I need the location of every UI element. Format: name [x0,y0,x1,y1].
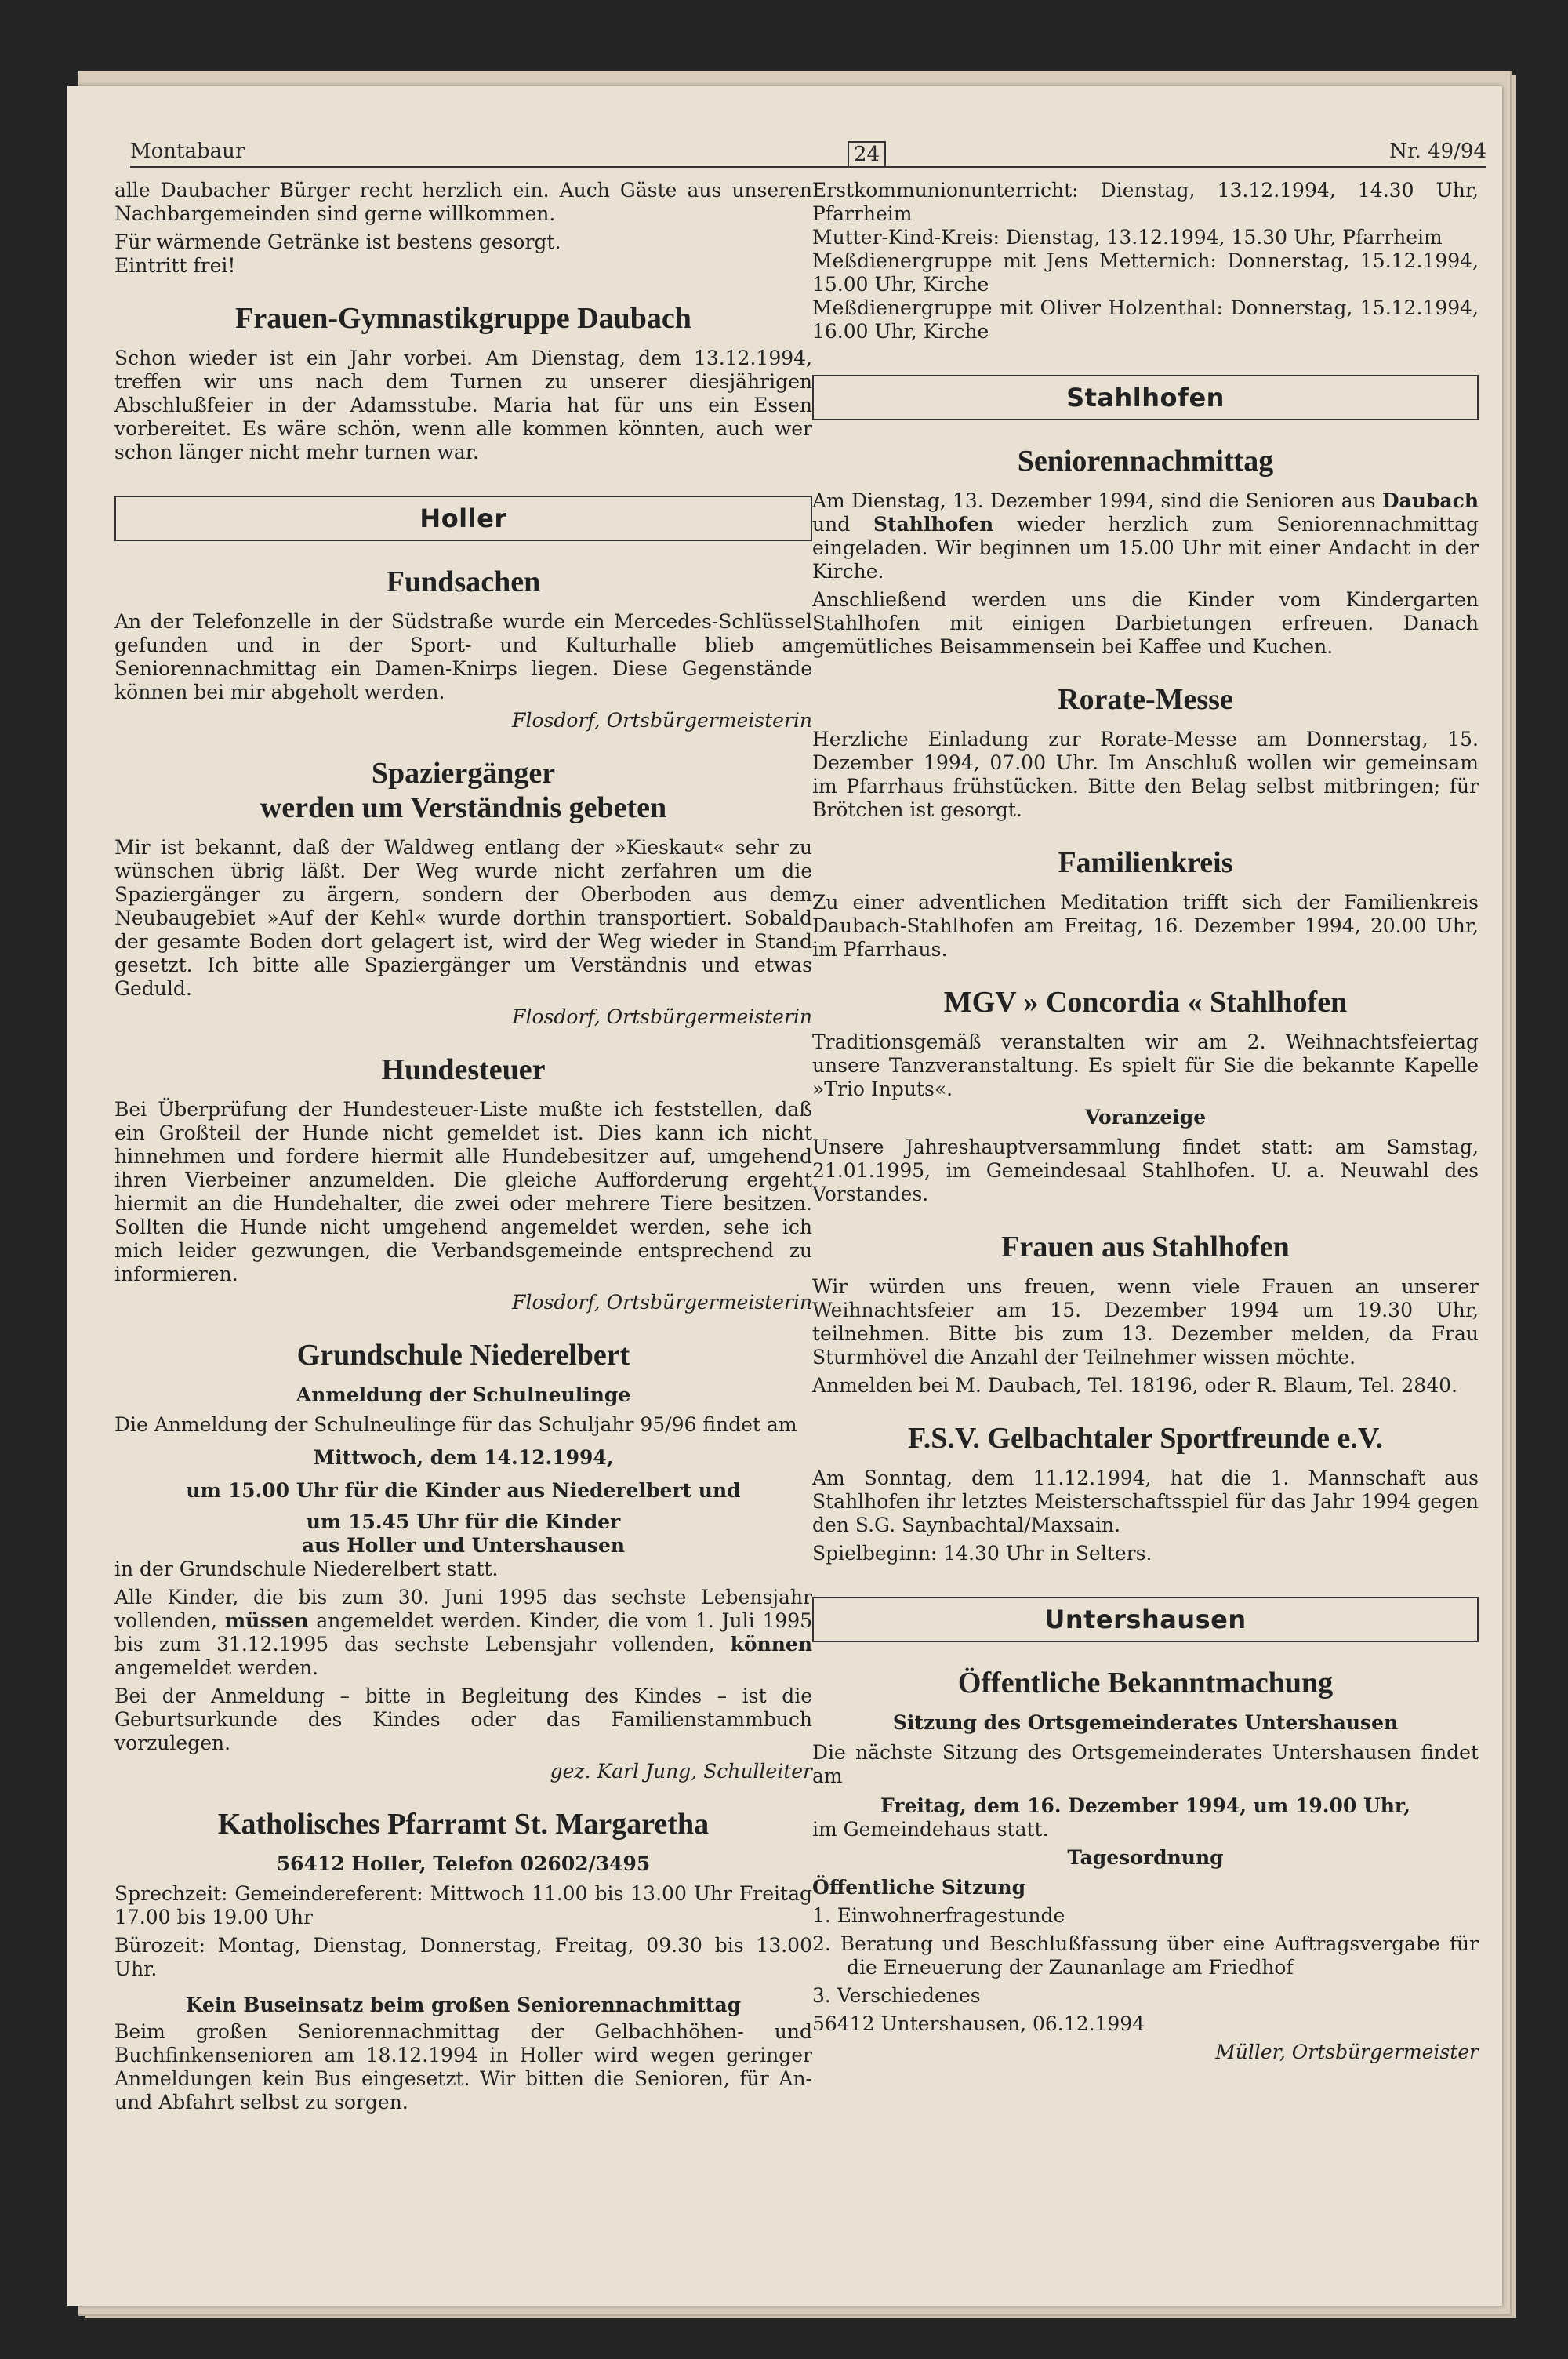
article-title: Familienkreis [1058,846,1233,879]
newspaper-page [67,86,1502,2306]
paragraph: 56412 Untershausen, 06.12.1994 [812,2012,1145,2035]
emphasis: Stahlhofen [873,513,994,536]
article-title: Spaziergänger [371,757,556,790]
text-run: Am Dienstag, 13. Dezember 1994, sind die Senioren aus [812,489,1376,512]
text-run: wieder herzlich zum Seniorennachmittag eingeladen. Wir beginnen um 15.00 Uhr mit einer Andacht in der Kirche. [812,513,1479,583]
article-title: F.S.V. Gelbachtaler Sportfreunde e.V. [908,1422,1383,1455]
agenda-list [812,1904,1479,2008]
article-title: Frauen aus Stahlhofen [1001,1230,1290,1263]
signature: gez. Karl Jung, Schulleiter [550,1760,812,1783]
paragraph: Für wärmende Getränke ist bestens gesorgt. [114,231,561,253]
issue-number: Nr. 49/94 [1389,140,1486,163]
paragraph: im Gemeindehaus statt. [812,1818,1049,1841]
paragraph: Bürozeit: Montag, Dienstag, Donnerstag, Freitag, 09.30 bis 13.00 Uhr. [114,1934,812,1980]
paragraph: Schon wieder ist ein Jahr vorbei. Am Dienstag, dem 13.12.1994, treffen wir uns nach dem Turnen zu unserer diesjährigen Abschlußfeier in der Adamsstube. Maria hat für uns ein Essen vorbereitet. Es wäre schön, wenn alle kommen könnten, auch wer schon länger nicht mehr turnen war. [114,347,812,463]
article-subtitle: Voranzeige [1084,1106,1207,1129]
text-run: angemeldet werden. [114,1656,319,1679]
signature: Flosdorf, Ortsbürgermeisterin [512,1005,812,1028]
emphasis: Daubach [1381,489,1479,512]
paragraph: An der Telefonzelle in der Südstraße wurde ein Mercedes-Schlüssel gefunden und in der Sport- und Kulturhalle blieb am Seniorennachmittag ein Damen-Knirps liegen. Diese Gegenstände können bei mir abgeholt werden. [114,610,812,703]
article-title: MGV » Concordia « Stahlhofen [943,986,1348,1019]
section-box-stahlhofen: Stahlhofen [812,375,1479,420]
signature: Müller, Ortsbürgermeister [1215,2041,1479,2063]
paragraph: Mutter-Kind-Kreis: Dienstag, 13.12.1994, 15.30 Uhr, Pfarrheim [812,226,1443,249]
signature: Flosdorf, Ortsbürgermeisterin [512,709,812,732]
article-title: werden um Verständnis gebeten [260,791,667,824]
paragraph: Mir ist bekannt, daß der Waldweg entlang der »Kieskaut« sehr zu wünschen übrig läßt. Der Weg wurde nicht zerfahren um die Spaziergänger zu ärgern, sondern der Oberboden aus dem Neubaugebiet »Auf der Kehl« wurde dorthin transportiert. Sobald der gesamte Boden dort gelagert ist, wird der Weg wieder in Stand gesetzt. Ich bitte alle Spaziergänger um Verständnis und etwas Geduld. [114,836,812,1000]
article-subtitle: Anmeldung der Schulneulinge [296,1383,631,1406]
article-subtitle: Kein Buseinsatz beim großen Seniorennachmittag [185,1994,742,2016]
paragraph: Eintritt frei! [114,254,236,277]
paragraph: Zu einer adventlichen Meditation trifft sich der Familienkreis Daubach-Stahlhofen am Freitag, 16. Dezember 1994, 20.00 Uhr, im Pfarrhaus. [812,891,1479,961]
paragraph: Anmelden bei M. Daubach, Tel. 18196, oder R. Blaum, Tel. 2840. [812,1374,1457,1397]
date-line: Freitag, dem 16. Dezember 1994, um 19.00 Uhr, [880,1794,1410,1817]
article-subtitle: Tagesordnung [1067,1846,1224,1869]
time-line: um 15.00 Uhr für die Kinder aus Niederelbert und [186,1479,741,1502]
header-town: Montabaur [130,140,245,163]
article-title: Fundsachen [386,565,541,598]
article-title: Hundesteuer [381,1053,546,1086]
emphasis: müssen [224,1609,309,1632]
list-item: 2. Beratung und Beschlußfassung über eine Auftragsvergabe für die Erneuerung der Zaunanlage am Friedhof [812,1932,1479,1979]
agenda-heading: Öffentliche Sitzung [812,1876,1026,1899]
article-title: Katholisches Pfarramt St. Margaretha [217,1808,710,1841]
paragraph: Die Anmeldung der Schulneulinge für das Schuljahr 95/96 findet am [114,1413,797,1436]
paragraph: Die nächste Sitzung des Ortsgemeinderates Untershausen findet am [812,1741,1479,1787]
emphasis: können [730,1633,812,1656]
paragraph [812,489,1479,583]
date-line: Mittwoch, dem 14.12.1994, [313,1446,614,1469]
section-box-untershausen: Untershausen [812,1597,1479,1642]
article-title: Rorate-Messe [1058,683,1233,716]
paragraph [114,1586,812,1680]
left-column [114,179,812,2119]
paragraph: Bei der Anmeldung – bitte in Begleitung des Kindes – ist die Geburtsurkunde des Kindes oder das Familienstammbuch vorzulegen. [114,1685,812,1754]
text-run: Alle Kinder, die bis zum 30. Juni 1995 das sechste Lebensjahr vollenden, [114,1586,812,1632]
article-title: Frauen-Gymnastikgruppe Daubach [235,302,691,335]
right-column [812,179,1479,2072]
paragraph: Am Sonntag, dem 11.12.1994, hat die 1. Mannschaft aus Stahlhofen ihr letztes Meisterschaftsspiel für das Jahr 1994 gegen den S.G. Saynbachtal/Maxsain. [812,1467,1479,1536]
article-title: Grundschule Niederelbert [296,1339,630,1372]
paragraph: Wir würden uns freuen, wenn viele Frauen an unserer Weihnachtsfeier am 15. Dezember 1994 um 19.30 Uhr, teilnehmen. Bitte bis zum 13. Dezember melden, da Frau Sturmhövel die Anzahl der Teilnehmer wissen möchte. [812,1275,1479,1369]
paragraph: Meßdienergruppe mit Jens Metternich: Donnerstag, 15.12.1994, 15.00 Uhr, Kirche [812,249,1479,296]
list-item: 1. Einwohnerfragestunde [812,1904,1065,1927]
paragraph: alle Daubacher Bürger recht herzlich ein. Auch Gäste aus unseren Nachbargemeinden sind gerne willkommen. [114,179,812,225]
page-header [130,135,1486,168]
paragraph: Beim großen Seniorennachmittag der Gelbachhöhen- und Buchfinkensenioren am 18.12.1994 in Holler wird wegen geringer Anmeldungen kein Bus eingesetzt. Wir bitten die Senioren, für An- und Abfahrt selbst zu sorgen. [114,2020,812,2114]
paragraph: Spielbeginn: 14.30 Uhr in Selters. [812,1542,1152,1565]
paragraph: Sprechzeit: Gemeindereferent: Mittwoch 11.00 bis 13.00 Uhr Freitag 17.00 bis 19.00 Uhr [114,1882,812,1928]
article-title: Seniorennachmittag [1017,445,1274,478]
paragraph: Traditionsgemäß veranstalten wir am 2. Weihnachtsfeiertag unsere Tanzveranstaltung. Es spielt für Sie die bekannte Kapelle »Trio Inputs«. [812,1030,1479,1100]
paragraph: Bei Überprüfung der Hundesteuer-Liste mußte ich feststellen, daß ein Großteil der Hunde nicht gemeldet ist. Dies kann ich nicht hinnehmen und fordere hiermit alle Hundebesitzer auf, umgehend ihren Vierbeiner anzumelden. Die gleiche Aufforderung ergeht hiermit an die Hundehalter, die zwei oder mehrere Tiere besitzen. Sollten die Hunde nicht umgehend angemeldet werden, sehe ich mich leider gezwungen, die Verbandsgemeinde entsprechend zu informieren. [114,1098,812,1285]
article-subtitle: 56412 Holler, Telefon 02602/3495 [276,1852,651,1875]
signature: Flosdorf, Ortsbürgermeisterin [512,1291,812,1314]
paragraph: in der Grundschule Niederelbert statt. [114,1558,499,1580]
page-number: 24 [848,141,886,168]
text-run: angemeldet werden. Kinder, die vom 1. Juli 1995 bis zum 31.12.1995 das sechste Lebensjahr vollenden, [114,1609,812,1656]
article-title: Öffentliche Bekanntmachung [957,1667,1334,1699]
article-subtitle: Sitzung des Ortsgemeinderates Untershausen [892,1711,1399,1734]
list-item: 3. Verschiedenes [812,1984,981,2007]
section-box-holler: Holler [114,496,812,541]
paragraph: Meßdienergruppe mit Oliver Holzenthal: Donnerstag, 15.12.1994, 16.00 Uhr, Kirche [812,296,1479,343]
paragraph: Unsere Jahreshauptversammlung findet statt: am Samstag, 21.01.1995, im Gemeindesaal Stahlhofen. U. a. Neuwahl des Vorstandes. [812,1136,1479,1205]
time-line: um 15.45 Uhr für die Kinder [306,1510,621,1533]
time-line: aus Holler und Untershausen [301,1534,626,1557]
paragraph: Anschließend werden uns die Kinder vom Kindergarten Stahlhofen mit einigen Darbietungen erfreuen. Danach gemütliches Beisammensein bei Kaffee und Kuchen. [812,588,1479,658]
text-run: und [812,513,851,536]
paragraph: Erstkommunionunterricht: Dienstag, 13.12.1994, 14.30 Uhr, Pfarrheim [812,179,1479,225]
paragraph: Herzliche Einladung zur Rorate-Messe am Donnerstag, 15. Dezember 1994, 07.00 Uhr. Im Anschluß wollen wir gemeinsam im Pfarrhaus frühstücken. Bitte den Belag selbst mitbringen; für Brötchen ist gesorgt. [812,728,1479,821]
